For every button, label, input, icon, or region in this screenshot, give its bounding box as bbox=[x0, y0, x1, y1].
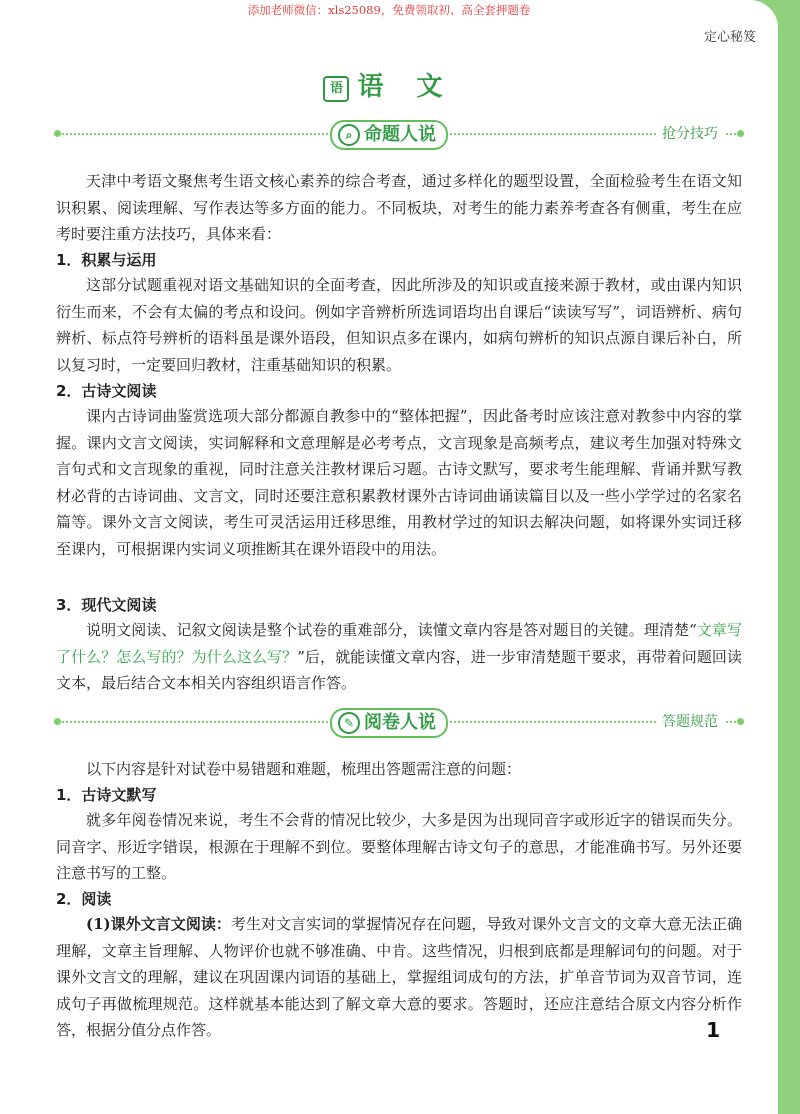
subject-title-text: 语 文 bbox=[357, 72, 455, 102]
section-banner-proposition bbox=[54, 120, 744, 148]
section-title-pill bbox=[330, 708, 448, 738]
body-paragraph: 这部分试题重视对语文基础知识的全面考查，因此所涉及的知识或直接来源于教材，或由课内知识衍生而来，不会有太偏的考点和设问。例如字音辨析所选词语均出自课后“读读写写”，词语辨析、病句辨析、标点符号辨析的语料虽是课外语段，但知识点多在课内，如病句辨析的知识点源自课后补白，所以复习时，一定要回归教材，注重基础知识的积累。 bbox=[56, 276, 742, 374]
subsection-label: (1)课外文言文阅读： bbox=[86, 915, 231, 933]
section-heading: 3．现代文阅读 bbox=[56, 596, 157, 614]
page-number: 1 bbox=[706, 1018, 720, 1042]
body-paragraph: 课内古诗词曲鉴赏选项大部分都源自教参中的“整体把握”，因此备考时应该注意对教参中内容的掌握。课内文言文阅读，实词解释和文意理解是必考考点，文言现象是高频考点，建议考生加强对特殊文言句式和文言现象的重视，同时注意关注教材课后习题。古诗文默写，要求考生能理解、背诵并默写教材必背的古诗词曲、文言文，同时还要注意积累教材课外古诗词曲诵读篇目以及一些小学学过的名家名篇等。课外文言文阅读，考生可灵活运用迁移思维，用教材学过的知识去解决问题，如将课外实词迁移至课内，可根据课内实词义项推断其在课外语段中的用法。 bbox=[56, 407, 742, 558]
section-heading: 2．阅读 bbox=[56, 890, 112, 908]
divider-dot bbox=[54, 130, 61, 137]
body-paragraph: 就多年阅卷情况来说，考生不会背的情况比较少，大多是因为出现同音字或形近字的错误而失分。同音字、形近字错误，根源在于理解不到位。要整体理解古诗文句子的意思，才能准确书写。另外还要注意书写的工整。 bbox=[56, 811, 742, 882]
watermark-text: 添加老师微信：xls25089，免费领取初、高全套押题卷 bbox=[247, 3, 531, 17]
intro-paragraph: 天津中考语文聚焦考生语文核心素养的综合考查，通过多样化的题型设置，全面检验考生在语文知识积累、阅读理解、写作表达等多方面的能力。不同板块，对考生的能力素养考查各有侧重，考生在应考时要注重方法技巧，具体来看： bbox=[56, 172, 742, 243]
section-title: 命题人说 bbox=[364, 124, 436, 145]
body-paragraph bbox=[56, 617, 742, 697]
section-title: 阅卷人说 bbox=[364, 712, 436, 733]
section-banner-marking bbox=[54, 708, 744, 736]
intro-paragraph: 以下内容是针对试卷中易错题和难题，梳理出答题需注意的问题： bbox=[86, 760, 522, 778]
section-subtitle: 抢分技巧 bbox=[656, 122, 724, 146]
book-title: 定心秘笈 bbox=[703, 30, 756, 45]
search-icon: ⌕ bbox=[338, 124, 360, 146]
highlighted-text: 文章写了什么？怎么写的？为什么这么写？ bbox=[56, 621, 742, 666]
divider-dot bbox=[737, 718, 744, 725]
subject-title bbox=[0, 66, 778, 103]
divider-dot bbox=[54, 718, 61, 725]
section-heading: 1．积累与运用 bbox=[56, 251, 157, 269]
subject-badge-icon: 语 bbox=[323, 76, 349, 102]
text-run: 说明文阅读、记叙文阅读是整个试卷的重难部分，读懂文章内容是答对题目的关键。理清楚“ bbox=[86, 621, 697, 639]
text-run: ”后，就能读懂文章内容，进一步审清楚题干要求，再带着问题回读文本，最后结合文本相关内容组织语言作答。 bbox=[56, 647, 742, 692]
section-heading: 1．古诗文默写 bbox=[56, 786, 157, 804]
text-run: 考生对文言实词的掌握情况存在问题，导致对课外文言文的文章大意无法正确理解，文章主旨理解、人物评价也就不够准确、中肯。这些情况，归根到底都是理解词句的问题。对于课外文言文的理解，建议在巩固课内词语的基础上，掌握组词成句的方法，扩单音节词为双音节词，连成句子再做梳理规范。这样就基本能达到了解文章大意的要求。答题时，还应注意结合原文内容分析作答，根据分值分点作答。 bbox=[56, 915, 742, 1039]
section-title-pill bbox=[330, 120, 448, 150]
section-heading: 2．古诗文阅读 bbox=[56, 382, 157, 400]
body-paragraph bbox=[56, 911, 742, 1044]
divider-dot bbox=[737, 130, 744, 137]
section-subtitle: 答题规范 bbox=[656, 710, 724, 734]
pen-icon: ✎ bbox=[338, 712, 360, 734]
